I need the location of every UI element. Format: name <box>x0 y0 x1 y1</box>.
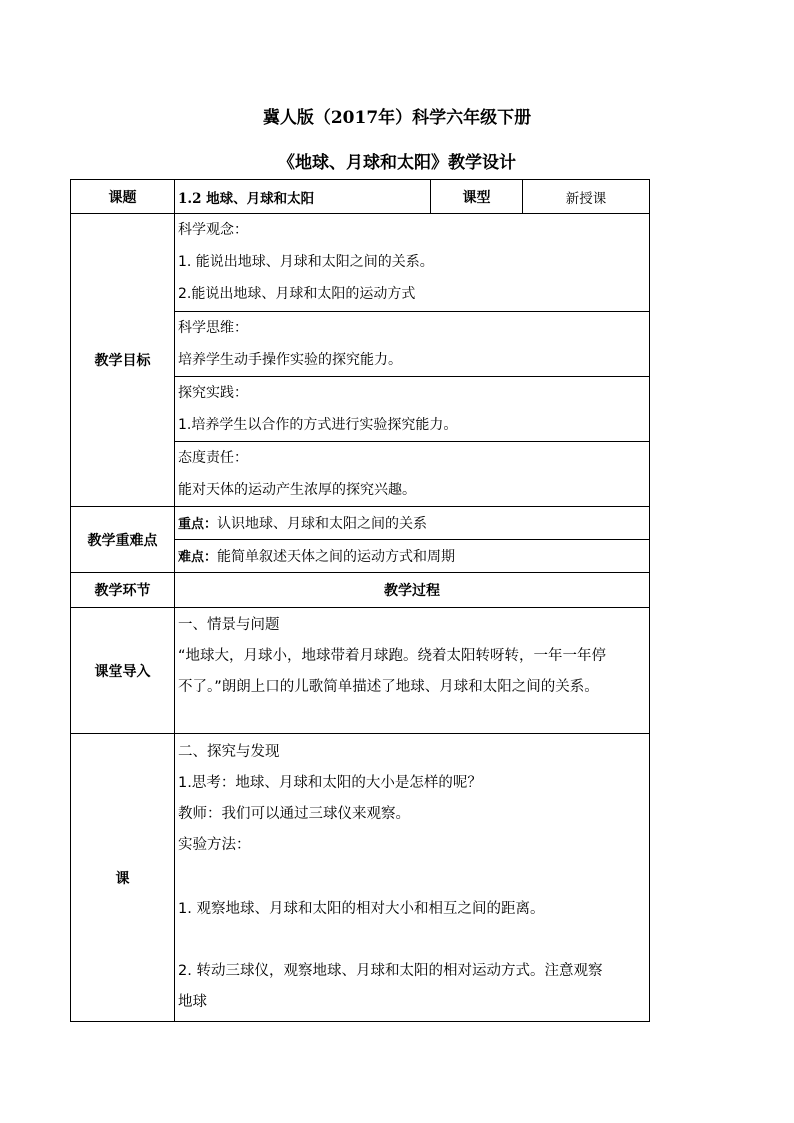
concept-heading: 科学观念： <box>178 222 248 238</box>
practice-item-1: 1.培养学生以合作的方式进行实验探究能力。 <box>178 417 458 433</box>
attitude-heading: 态度责任： <box>178 450 248 466</box>
key-point-cell <box>175 507 650 540</box>
difficulty-cell <box>175 540 650 573</box>
attitude-block <box>175 441 649 506</box>
type-value: 新授课 <box>523 180 650 214</box>
difficulty-text: 能简单叙述天体之间的运动方式和周期 <box>217 549 456 565</box>
method-step-2-line-1: 2. 转动三球仪，观察地球、月球和太阳的相对运动方式。注意观察 <box>178 963 603 979</box>
inquiry-practice-block <box>175 376 649 441</box>
goals-cell <box>175 214 650 507</box>
document-subtitle: 《地球、月球和太阳》教学设计 <box>278 153 516 173</box>
concept-item-2: 2.能说出地球、月球和太阳的运动方式 <box>178 286 416 302</box>
attitude-item-1: 能对天体的运动产生浓厚的探究兴趣。 <box>178 482 416 498</box>
section-header-row <box>71 573 650 608</box>
explore-question: 1.思考：地球、月球和太阳的大小是怎样的呢？ <box>178 775 482 791</box>
key-point-row <box>71 507 650 540</box>
teacher-line: 教师：我们可以通过三球仪来观察。 <box>178 806 410 822</box>
keypoints-label: 教学重难点 <box>71 507 175 573</box>
method-heading: 实验方法： <box>178 837 251 853</box>
intro-text-line-2: 不了。”朗朗上口的儿歌简单描述了地球、月球和太阳之间的关系。 <box>178 679 599 695</box>
science-thinking-block <box>175 311 649 376</box>
intro-text-line-1: “地球大，月球小，地球带着月球跑。绕着太阳转呀转，一年一年停 <box>178 648 607 664</box>
lesson-plan-table <box>70 179 650 1022</box>
topic-row <box>71 180 650 214</box>
intro-heading: 一、情景与问题 <box>178 617 280 633</box>
key-point-text: 认识地球、月球和太阳之间的关系 <box>217 516 428 532</box>
goals-row <box>71 214 650 507</box>
process-label: 教学过程 <box>175 573 650 608</box>
intro-cell <box>175 608 650 734</box>
topic-label: 课题 <box>71 180 175 214</box>
concept-item-1: 1. 能说出地球、月球和太阳之间的关系。 <box>178 254 434 270</box>
goals-label: 教学目标 <box>71 214 175 507</box>
intro-label: 课堂导入 <box>71 608 175 734</box>
key-point-prefix: 重点： <box>178 517 218 532</box>
intro-row <box>71 608 650 734</box>
thinking-heading: 科学思维： <box>178 320 248 336</box>
document-title: 冀人版（2017年）科学六年级下册 <box>262 108 532 128</box>
thinking-item-1: 培养学生动手操作实验的探究能力。 <box>178 352 402 368</box>
method-step-1: 1. 观察地球、月球和太阳的相对大小和相互之间的距离。 <box>178 901 545 917</box>
practice-heading: 探究实践： <box>178 385 248 401</box>
topic-value: 1.2 地球、月球和太阳 <box>175 180 431 214</box>
explore-heading: 二、探究与发现 <box>178 744 280 760</box>
lesson-row <box>71 734 650 1022</box>
lesson-label: 课 <box>71 734 175 1022</box>
science-concept-block <box>175 214 649 311</box>
type-label: 课型 <box>431 180 523 214</box>
step-label: 教学环节 <box>71 573 175 608</box>
lesson-cell <box>175 734 650 1022</box>
method-step-2-line-2: 地球 <box>178 994 207 1010</box>
difficulty-prefix: 难点： <box>178 550 218 565</box>
